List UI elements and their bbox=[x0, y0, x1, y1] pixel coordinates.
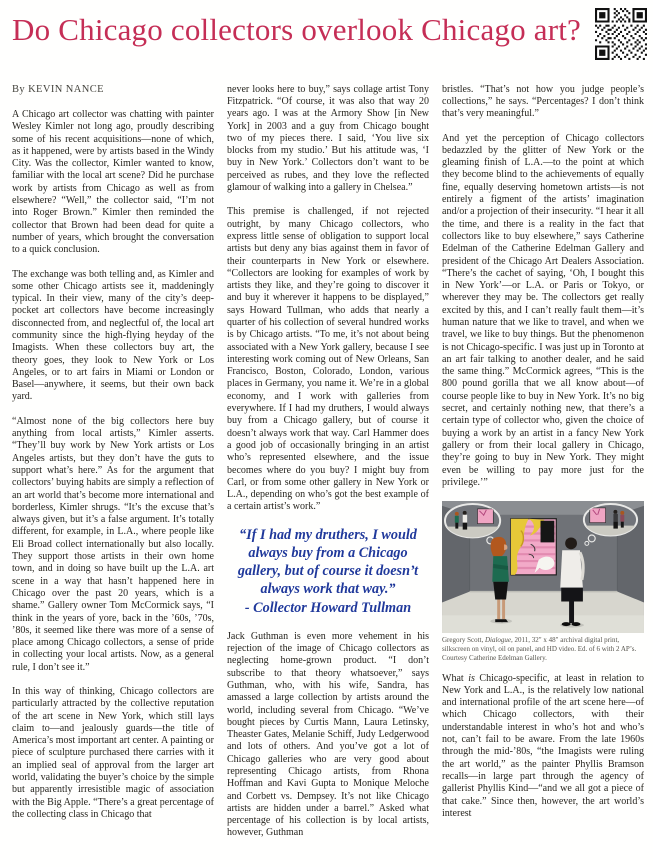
page-title: Do Chicago collectors overlook Chicago art? bbox=[12, 12, 582, 47]
pull-quote-text: “If I had my druthers, I would always buy from a Chicago gallery, but of course it doesn’t always work that way.” bbox=[237, 526, 419, 597]
column-1 bbox=[12, 84, 214, 856]
paragraph-text: What bbox=[442, 672, 469, 684]
caption-artist: Gregory Scott, bbox=[442, 636, 485, 645]
photo-caption bbox=[442, 636, 644, 662]
column-2 bbox=[227, 84, 429, 856]
byline: By KEVIN NANCE bbox=[12, 83, 104, 95]
paragraph-text: Chicago-specific, at least in relation to New York and L.A., is the relatively low national and international profile of the art scene here—of which Chicago collectors, with their understandable interest in who’s hot and who’s not, can’t fail to be aware. From the late 1960s through the mid-’80s, “the Imagists were ruling the art world,” as the painter Phyllis Bramson recalls—in large part through the agency of gallerist Phyllis Kind—“and we all got a piece of that cake.” Since then, however, the art world’s interest bbox=[442, 672, 644, 819]
paragraph: In this way of thinking, Chicago collectors are particularly attracted by the collective reputation of the art scene in New York, which still lays claim to—and jealously guards—the title of America’s most important art center. A painting or piece of sculpture purchased there carries with it an implied seal of approval from the larger art world, validating the buyer’s choice by the simple but apparently irresistible magic of association with the Big Apple. “There’s a great percentage of the collecting class in Chicago that bbox=[12, 686, 214, 820]
paragraph-emphasis: is bbox=[468, 672, 475, 684]
caption-details: , 2011, 32" x 48" archival digital print, silkscreen on vinyl, oil on panel, and HD video. Ed. of 6 with 2 AP’s. Courtesy Catherine Edelman Gallery. bbox=[442, 636, 637, 662]
paragraph: The exchange was both telling and, as Kimler and some other Chicago artists see it, maddeningly typical. In their view, many of the city’s deep-pocket art collectors have become increasingly disconnected from, and neglectful of, the local art community since the high-flying heyday of the Imagists. When these collectors buy art, the theory goes, they look to New York or Los Angeles, or to art fairs in Miami or London or Basel—anywhere, it seems, but their own back yard. bbox=[12, 268, 214, 403]
paragraph bbox=[442, 673, 644, 821]
article-columns bbox=[12, 84, 644, 856]
pull-quote bbox=[229, 526, 427, 617]
qr-code-icon bbox=[595, 8, 647, 60]
caption-artwork-title: Dialogue bbox=[484, 636, 512, 645]
paragraph: never looks here to buy,” says collage artist Tony Fitzpatrick. “Of course, it was also that way 20 years ago. I was at the Armory Show [in New York] in 2003 and a guy from Chicago bought two of my pieces there. I said, ‘You live six blocks from my studio.’ But his attitude was, ‘I buy in New York.’ Collectors don’t want to be perceived as rubes, and they love the reflected glamour of walking into a gallery in Chelsea.” bbox=[227, 83, 429, 194]
paragraph: This premise is challenged, if not rejected outright, by many Chicago collectors, who express little sense of obligation to support local artists but deny any bias against them in favor of their counterparts in New York or elsewhere. “Collectors are looking for examples of work by artists they like, and they’re going to discover it and buy it wherever it happens to be displayed,” says Howard Tullman, who adds that nearly a quarter of his collection of several hundred works is by Chicago artists. “To me, it’s not about being associated with a New York gallery, because I see interesting work coming out of New Orleans, San Francisco, Boston, Colorado, London, various places in Germany, you name it. We’re in a global economy, and I work with galleries from everywhere. If I had my druthers, I would always buy from a Chicago gallery, but of course it doesn’t always work that way. Carl Hammer does a good job of occasionally bringing in an artist who’s represented elsewhere, and the issue becomes where do you buy? I might buy from Carl, or from some other gallery in New York or L.A., depending on who’s got the best example of a certain artist’s work.” bbox=[227, 206, 429, 513]
paragraph: bristles. “That’s not how you judge people’s collections,” he says. “Percentages? I don’t think that’s very meaningful.” bbox=[442, 83, 644, 120]
paragraph: A Chicago art collector was chatting with painter Wesley Kimler not long ago, proudly describing some of his recent acquisitions—none of which, as it happened, were by artists based in the Windy City. Was the collector, Kimler wanted to know, familiar with the local art scene? Did he purchase work by artists from Chicago as well as from elsewhere? “Well,” the collector said, “I’m not into Roger Brown.” Kimler then reminded the collector that Brown had been dead for quite a number of years, which brought the conversation to a quick conclusion. bbox=[12, 108, 214, 256]
artwork-photo bbox=[442, 501, 644, 662]
paragraph: Jack Guthman is even more vehement in his rejection of the image of Chicago collectors as neglecting home-grown product. “I don’t subscribe to that theory whatsoever,” says Guthman, who, with his wife, Sandra, has amassed a large collection by artists around the world, including several from Chicago. “We’ve bought pieces by Curtis Mann, Laura Letinsky, Theaster Gates, Melanie Schiff, Judy Ledgerwood and lots of others. And you’ve got a lot of Chicago galleries who are very good about representing Chicago artists, from Rhona Hoffman and Kavi Gupta to Monique Meloche and Corbett vs. Dempsey. It’s not like Chicago artists are hidden under a barrel.” Asked what percentage of his collection is by local artists, however, Guthman bbox=[227, 630, 429, 839]
pull-quote-attribution: - Collector Howard Tullman bbox=[244, 599, 412, 616]
paragraph: And yet the perception of Chicago collectors bedazzled by the glitter of New York or the gleaming finish of L.A.—to the point at which they become blind to the achievements of equally fine, equally deserving hometown artists—is not entirely a figment of the artists’ imagination and/or a projection of their insecurity. “I hear it all the time, and there is a reality in the fact that collectors like to buy elsewhere,” says Catherine Edelman of the Catherine Edelman Gallery and president of the Chicago Art Dealers Association. “There’s the cachet of saying, ‘Oh, I bought this in New York’—or L.A. or Paris or Tokyo, or wherever they may be. The collectors get really excited by this, and I can’t really fault them—it’s human nature that we like to travel, and when we travel, we like to buy things. But the phenomenon is not Chicago-specific. I was just up in Toronto at an art fair talking to another dealer, and he said the same thing.” McCormick agrees, “This is the 800 pound gorilla that we all know about—of course people like to buy in New York. It’s no big secret, and certainly nothing new, that there’s a certain type of collector who, given the choice of buying a work by an artist in a fancy New York gallery or from their local gallery in Chicago, they’re going to buy in New York. They might even be willing to pay more just for the privilege.’” bbox=[442, 132, 644, 488]
gallery-photo-illustration bbox=[442, 501, 644, 633]
column-3 bbox=[442, 84, 644, 856]
paragraph: “Almost none of the big collectors here buy anything from local artists,” Kimler asserts. “They’ll buy work by New York artists or Los Angeles artists, but they don’t have the guts to support what’s here.” As for the argument that collectors’ buying habits are simply a reflection of an art world that’s become more international and borderless, Kimler shrugs. “It’s the excuse that’s always given, but it’s a false argument. It’s totally different, for example, in L.A., where people like Eli Broad collect internationally but also locally. They support those artists in their own home town, and in doing so have built up the L.A. art scene in a way that hasn’t happened here in Chicago over the past 20 years, which is a shame.” Gallery owner Tom McCormick says, “I think in the years of yore, back in the ’60s, ’70s, ’80s, it seemed like there was more of a sense of place among Chicago collectors, a sense of pride in collecting your local artists. Now, as a general rule, I don’t see it.” bbox=[12, 415, 214, 673]
